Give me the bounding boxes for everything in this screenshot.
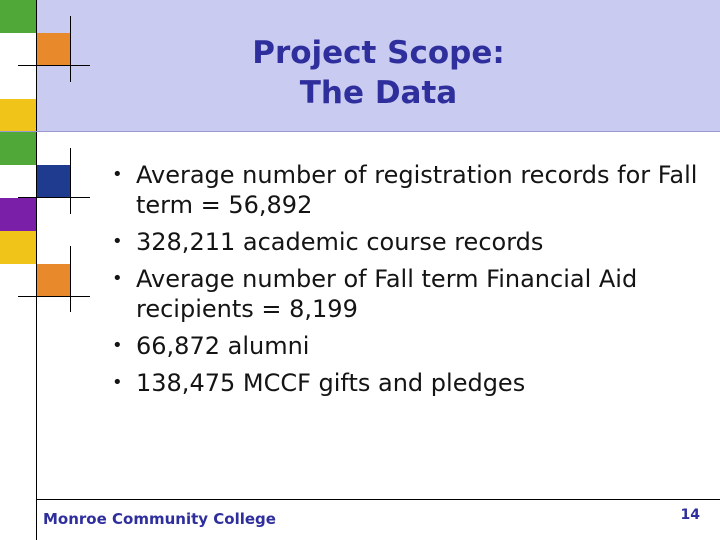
deco-vline-3: [70, 246, 71, 312]
footer-rule: [37, 499, 720, 500]
deco-hline-2: [18, 197, 90, 198]
deco-square-purple: [0, 198, 37, 231]
bullet-dot: •: [112, 231, 123, 252]
list-item: [112, 160, 702, 220]
deco-square-yellow: [0, 99, 37, 132]
bullet-text: Average number of registration records for Fall term = 56,892: [136, 161, 698, 219]
list-item: [112, 264, 702, 324]
deco-square-yellow-2: [0, 231, 37, 264]
list-item: [112, 227, 702, 257]
slide-title-line-1: Project Scope:: [252, 35, 505, 71]
slide-title-line-2: The Data: [299, 75, 458, 111]
deco-square-green-2: [0, 132, 37, 165]
footer-org-name: Monroe Community College: [43, 510, 276, 528]
list-item: [112, 331, 702, 361]
deco-square-navy: [37, 165, 70, 198]
deco-hline-3: [18, 296, 90, 297]
bullet-list: [112, 160, 702, 405]
page-number: 14: [680, 507, 700, 523]
bullet-text: Average number of Fall term Financial Aid recipients = 8,199: [136, 265, 638, 323]
bullet-dot: •: [112, 268, 123, 289]
bullet-text: 328,211 academic course records: [136, 228, 544, 256]
title-bottom-rule: [0, 131, 720, 132]
deco-square-green: [0, 0, 37, 33]
bullet-text: 138,475 MCCF gifts and pledges: [136, 369, 526, 397]
list-item: [112, 368, 702, 398]
bullet-dot: •: [112, 372, 123, 393]
deco-square-orange-2: [37, 264, 70, 297]
slide-title: [37, 33, 720, 113]
bullet-dot: •: [112, 335, 123, 356]
deco-vline-2: [70, 148, 71, 214]
bullet-dot: •: [112, 164, 123, 185]
bullet-text: 66,872 alumni: [136, 332, 310, 360]
